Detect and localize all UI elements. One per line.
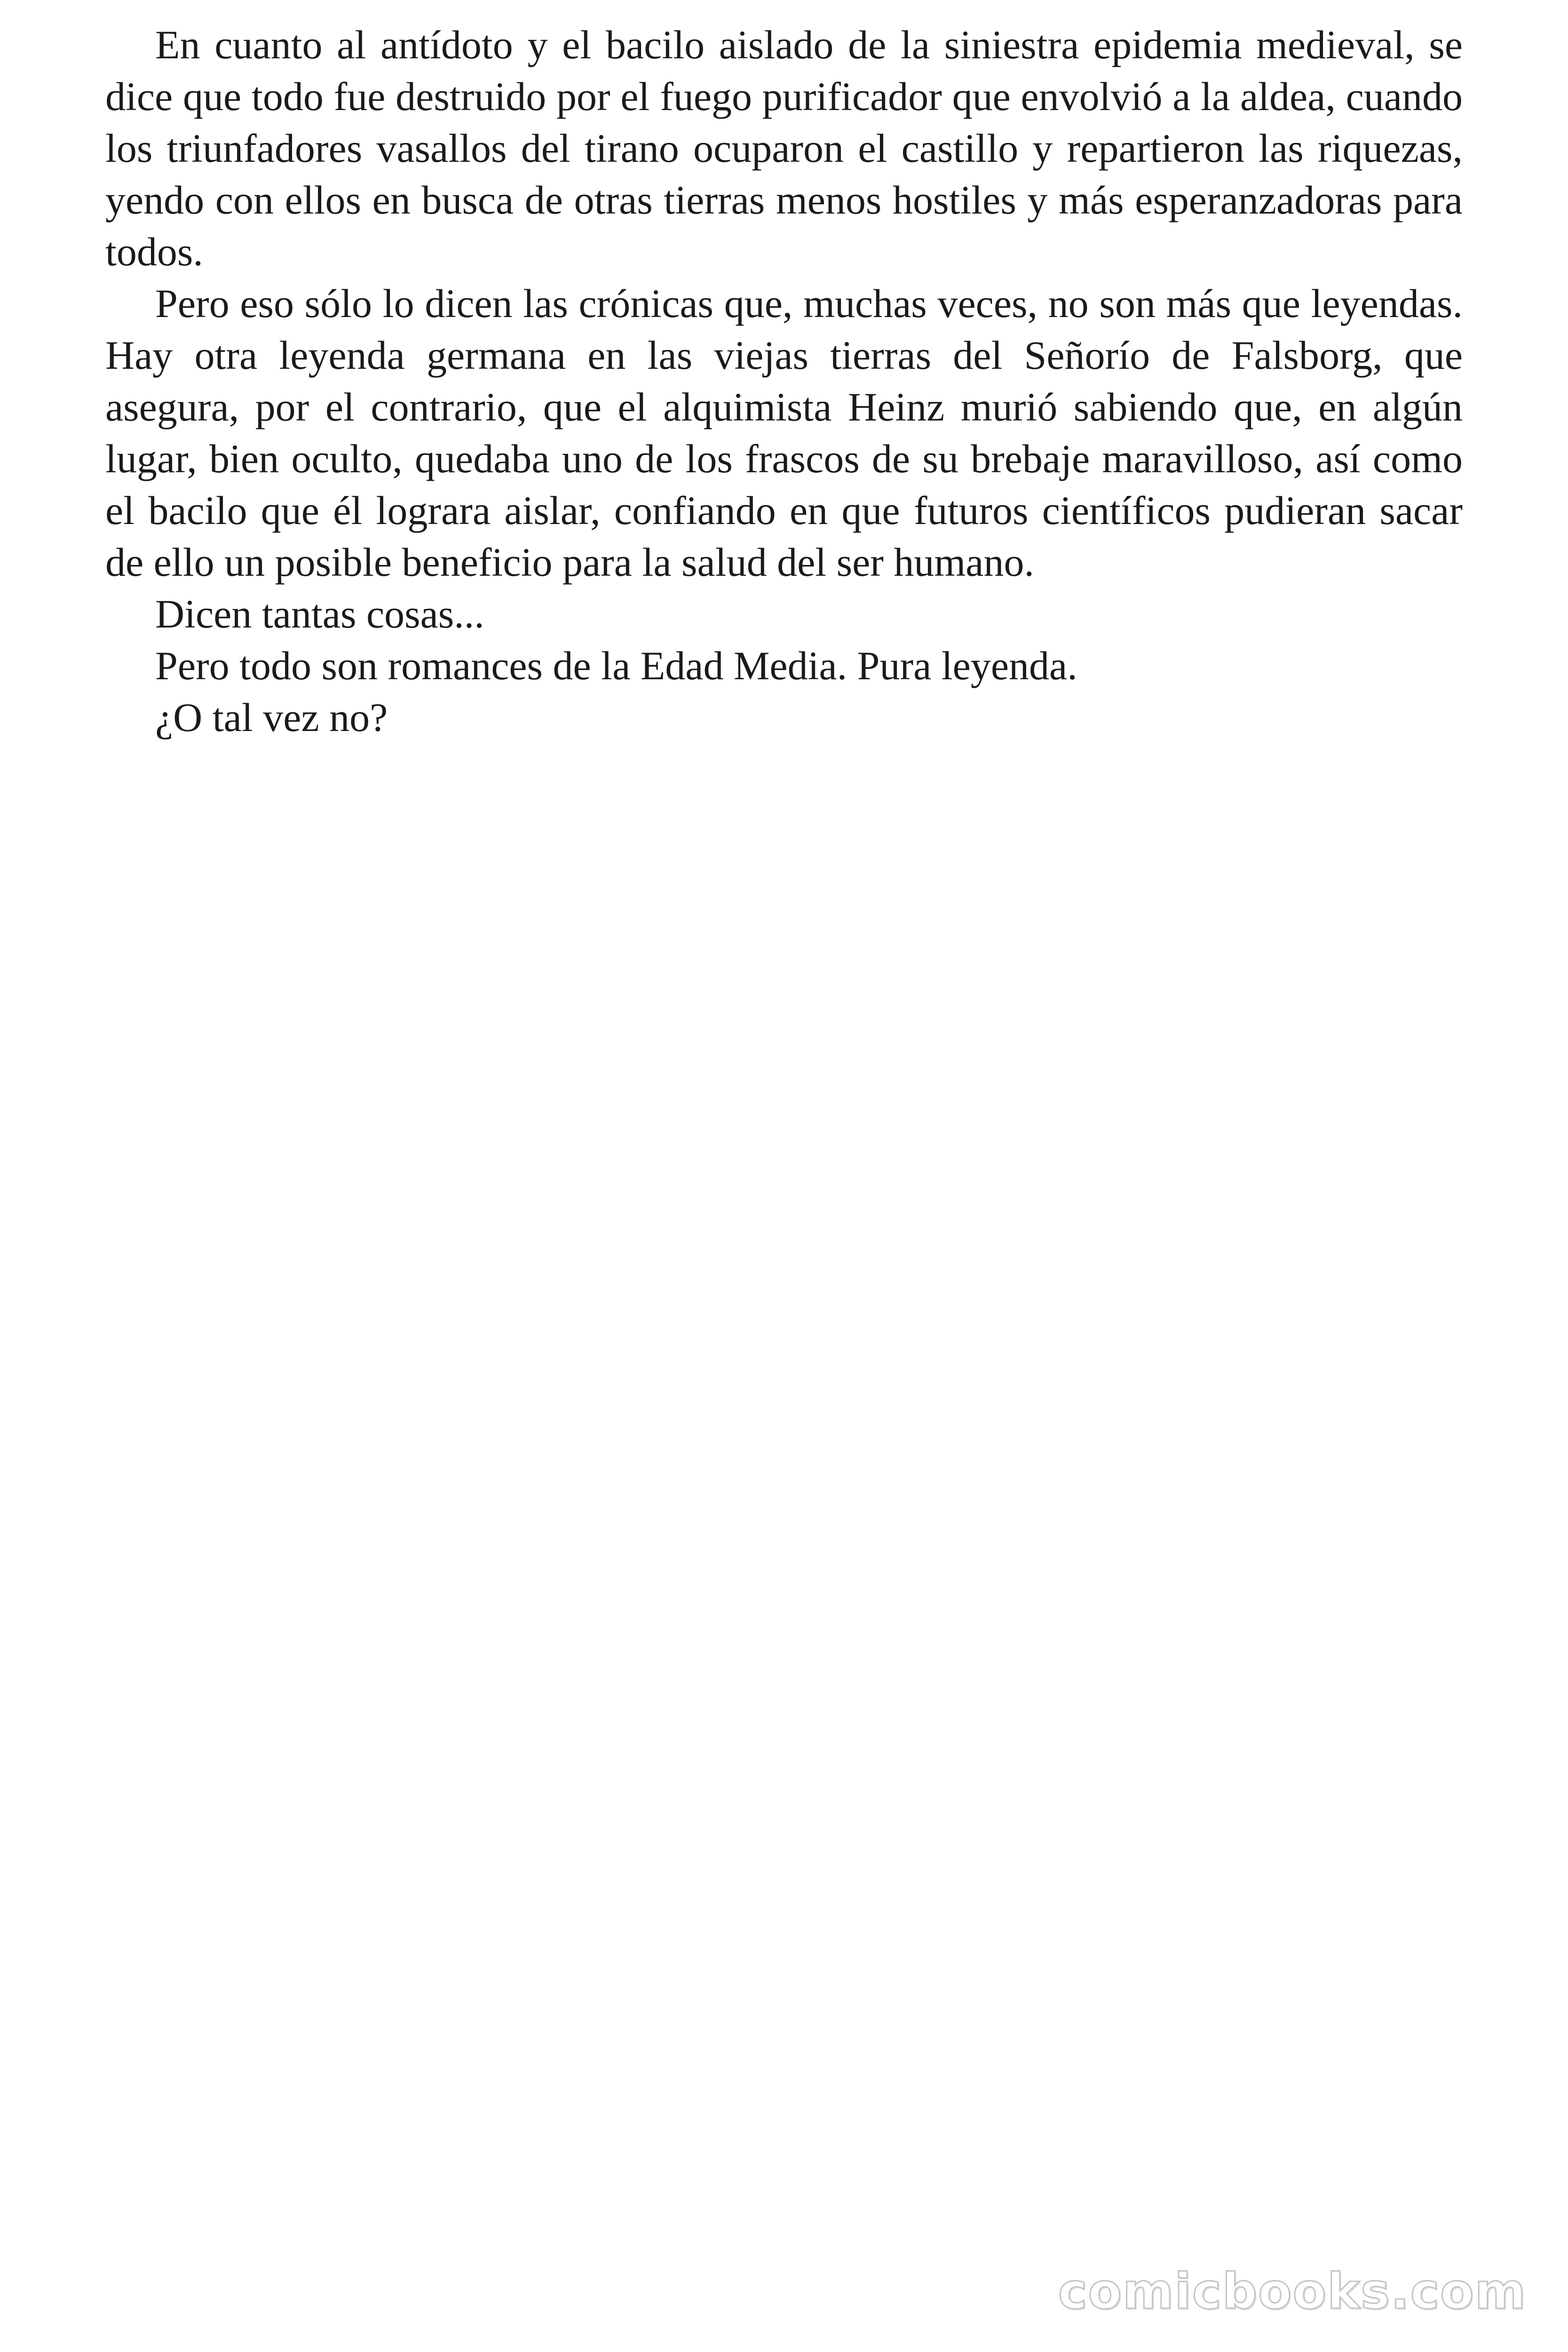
paragraph-4: Pero todo son romances de la Edad Media. Pura leyenda. (155, 643, 1077, 688)
paragraph-2: Pero eso sólo lo dicen las crónicas que, muchas veces, no son más que leyendas. Hay otra leyenda germana en las viejas tierras del Señorío de Falsborg, que asegura, por el contrario, que el alquimista Heinz murió sabiendo que, en algún lugar, bien oculto, quedaba uno de los frascos de su brebaje maravilloso, así como el bacilo que él lograra aislar, confiando en que futuros científicos pudieran sacar de ello un posible beneficio para la salud del ser humano. (105, 281, 1463, 585)
paragraph-3: Dicen tantas cosas... (155, 591, 484, 636)
body-text (105, 19, 1463, 743)
paragraph-1: En cuanto al antídoto y el bacilo aislado de la siniestra epidemia medieval, se dice que todo fue destruido por el fuego purificador que envolvió a la aldea, cuando los triunfadores vasallos del tirano ocuparon el castillo y repartieron las riquezas, yendo con ellos en busca de otras tierras menos hostiles y más esperanzadoras para todos. (105, 22, 1463, 274)
watermark: comicbooks.com (1058, 2263, 1527, 2320)
paragraph-5: ¿O tal vez no? (155, 695, 388, 740)
